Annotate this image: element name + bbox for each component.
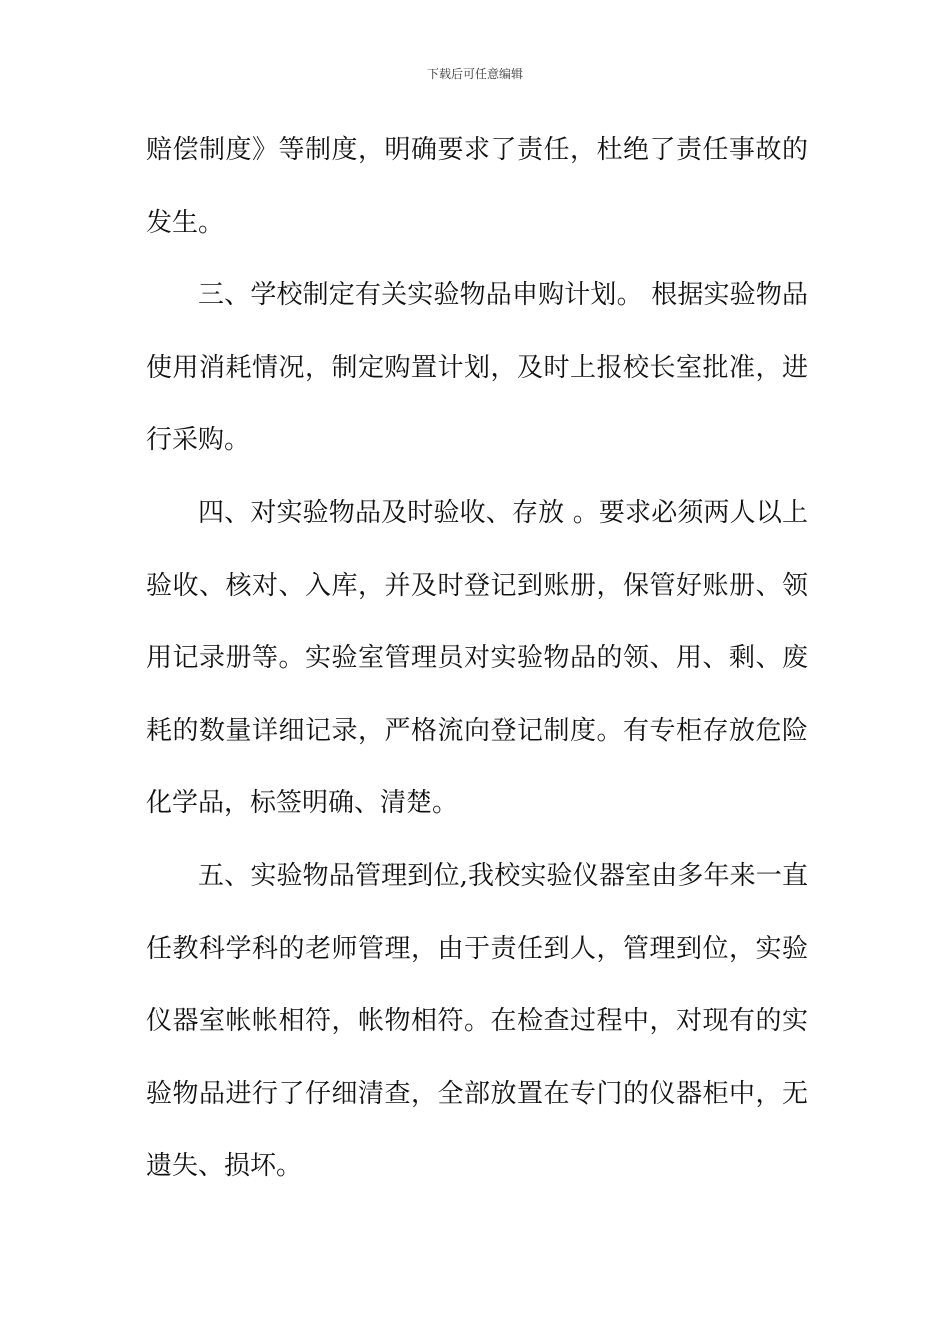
text-line: 耗的数量详细记录，严格流向登记制度。有专柜存放危险 (146, 715, 808, 746)
text-line: 验收、核对、入库，并及时登记到账册，保管好账册、领 (146, 570, 808, 601)
text-line: 任教科学科的老师管理，由于责任到人，管理到位，实验 (146, 933, 808, 964)
page-header: 下载后可任意编辑 (426, 67, 523, 81)
text-line: 化学品，标签明确、清楚。 (146, 788, 459, 819)
text-line: 验物品进行了仔细清查，全部放置在专门的仪器柜中，无 (146, 1078, 808, 1109)
text-line: 赔偿制度》等制度，明确要求了责任，杜绝了责任事故的 (146, 135, 808, 165)
text-line: 使用消耗情况，制定购置计划，及时上报校长室批准，进 (146, 352, 808, 383)
text-line: 用记录册等。实验室管理员对实验物品的领、用、剩、废 (146, 643, 808, 674)
text-line: 四、对实验物品及时验收、存放 。要求必须两人以上 (198, 497, 808, 528)
text-line: 行采购。 (146, 425, 251, 456)
text-line: 发生。 (146, 207, 225, 238)
document-body (146, 118, 808, 1207)
text-line: 五、实验物品管理到位,我校实验仪器室由多年来一直 (198, 860, 808, 891)
text-line: 三、学校制定有关实验物品申购计划。 根据实验物品 (198, 280, 808, 311)
text-line: 仪器室帐帐相符，帐物相符。在检查过程中，对现有的实 (146, 1006, 808, 1037)
text-line: 遗失、损坏。 (146, 1151, 303, 1182)
